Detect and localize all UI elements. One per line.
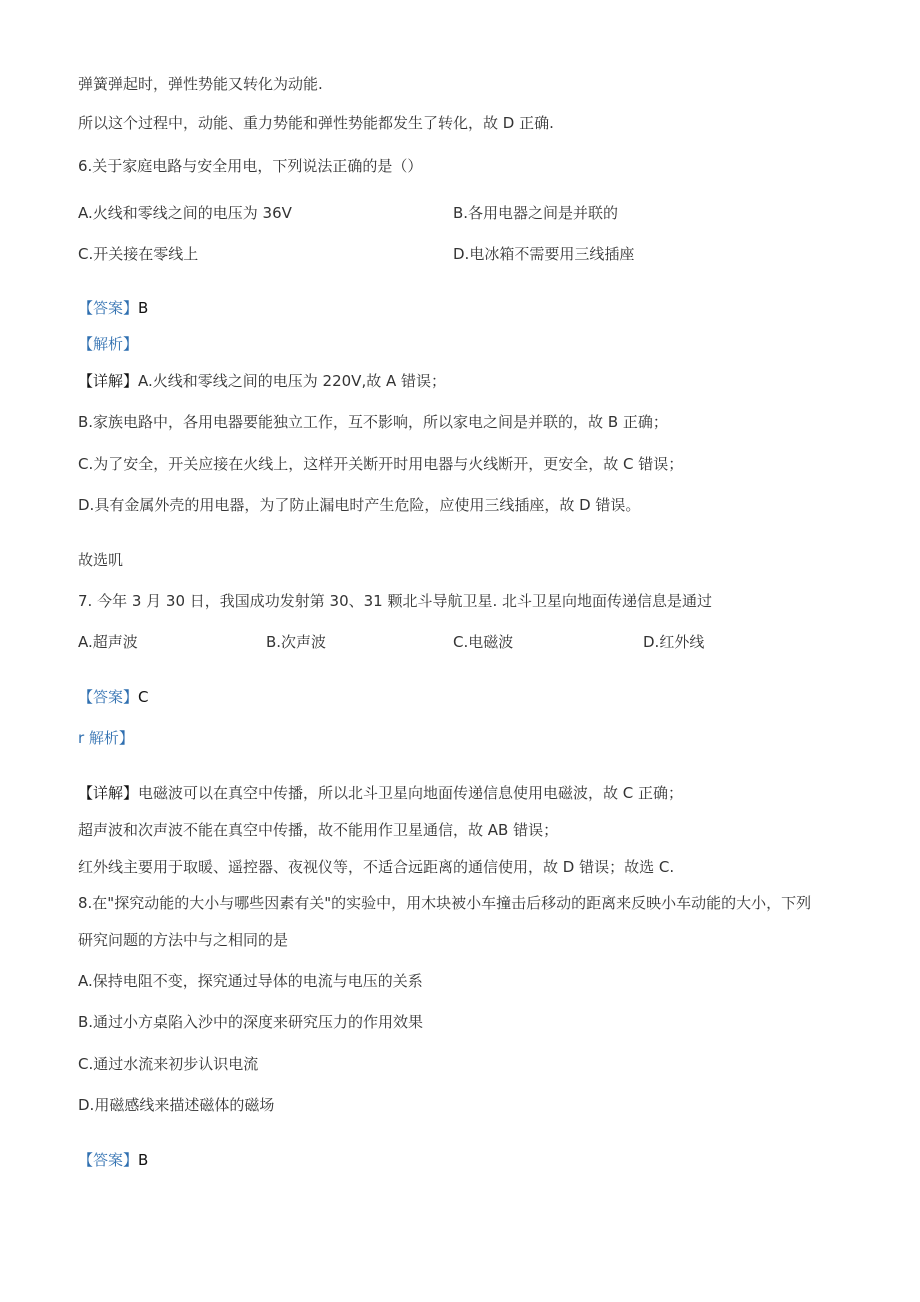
option-7b: B.次声波 (266, 633, 327, 651)
detail-tag: 【详解】 (78, 372, 139, 390)
text-line: 弹簧弹起时，弹性势能又转化为动能. (78, 75, 323, 93)
answer-7 (78, 687, 149, 707)
option-8c: C.通过水流来初步认识电流 (78, 1055, 259, 1073)
option-8a: A.保持电阻不变，探究通过导体的电流与电压的关系 (78, 972, 423, 990)
detail-7-2: 超声波和次声波不能在真空中传播，故不能用作卫星通信，故 AB 错误； (78, 821, 559, 839)
option-6c: C.开关接在零线上 (78, 245, 199, 263)
answer-6 (78, 298, 148, 318)
detail-7-3: 红外线主要用于取暖、遥控器、夜视仪等，不适合远距离的通信使用，故 D 错误；故选 C. (78, 858, 675, 876)
choose-6: 故选叽 (78, 551, 124, 569)
option-7a: A.超声波 (78, 633, 138, 651)
detail-6b: B.家族电路中，各用电器要能独立工作，互不影响，所以家电之间是并联的，故 B 正确； (78, 413, 668, 431)
answer-value: C (138, 688, 149, 706)
option-7d: D.红外线 (643, 633, 705, 651)
question-8-cont: 研究问题的方法中与之相同的是 (78, 931, 289, 949)
detail-text: A.火线和零线之间的电压为 220V,故 A 错误； (138, 372, 447, 390)
question-7: 7. 今年 3 月 30 日，我国成功发射第 30、31 颗北斗导航卫星. 北斗卫星向地面传递信息是通过 (78, 592, 713, 610)
option-8b: B.通过小方桌陷入沙中的深度来研究压力的作用效果 (78, 1013, 424, 1031)
question-8: 8.在"探究动能的大小与哪些因素有关"的实验中，用木块被小车撞击后移动的距离来反映小车动能的大小，下列 (78, 894, 812, 912)
question-6: 6.关于家庭电路与安全用电，下列说法正确的是（） (78, 157, 423, 175)
answer-tag: 【答案】 (78, 688, 139, 706)
detail-6a (78, 371, 446, 391)
answer-value: B (138, 299, 149, 317)
detail-text: 电磁波可以在真空中传播，所以北斗卫星向地面传递信息使用电磁波，故 C 正确； (138, 784, 684, 802)
option-6a: A.火线和零线之间的电压为 36V (78, 204, 292, 222)
option-6d: D.电冰箱不需要用三线插座 (453, 245, 635, 263)
analysis-tag-7: r 解析】 (78, 729, 134, 747)
detail-6c: C.为了安全，开关应接在火线上，这样开关断开时用电器与火线断开，更安全，故 C 错误； (78, 455, 684, 473)
detail-tag: 【详解】 (78, 784, 139, 802)
answer-tag: 【答案】 (78, 1151, 139, 1169)
answer-8 (78, 1150, 148, 1170)
answer-value: B (138, 1151, 149, 1169)
analysis-tag-6: 【解析】 (78, 335, 139, 353)
detail-6d: D.具有金属外壳的用电器，为了防止漏电时产生危险，应使用三线插座，故 D 错误。 (78, 496, 641, 514)
text-line: 所以这个过程中，动能、重力势能和弹性势能都发生了转化，故 D 正确. (78, 114, 554, 132)
detail-7-1 (78, 783, 683, 803)
answer-tag: 【答案】 (78, 299, 139, 317)
option-8d: D.用磁感线来描述磁体的磁场 (78, 1096, 275, 1114)
option-6b: B.各用电器之间是并联的 (453, 204, 619, 222)
option-7c: C.电磁波 (453, 633, 514, 651)
